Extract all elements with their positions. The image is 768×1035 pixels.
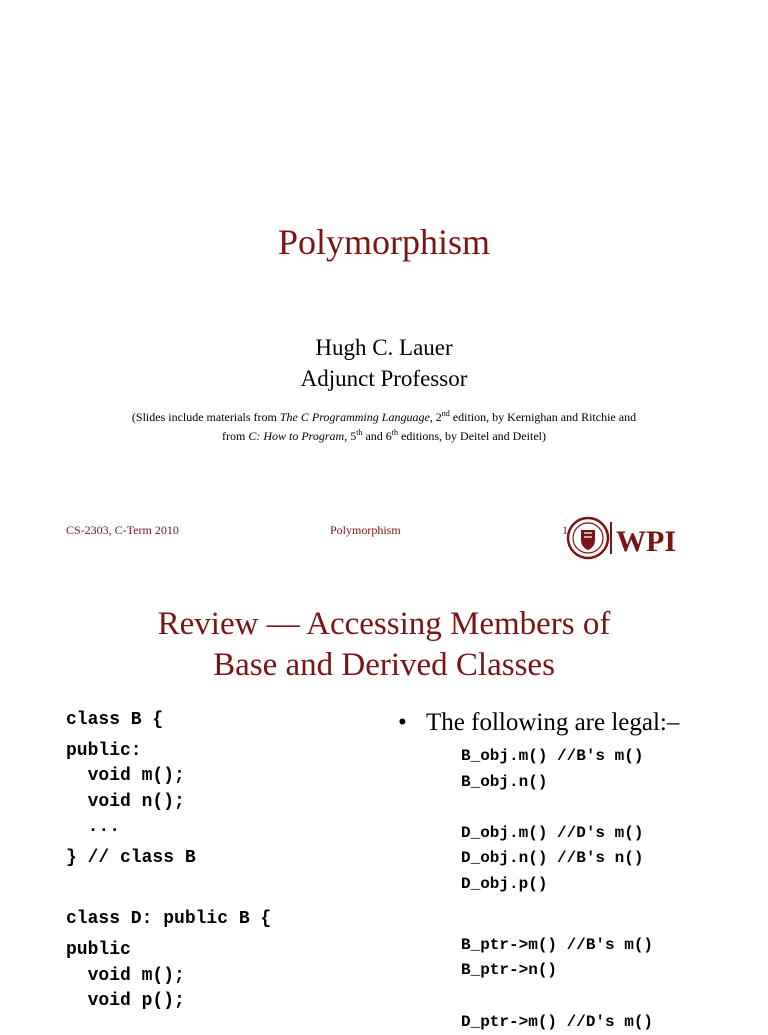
book-title-1: The C Programming Language	[279, 410, 430, 424]
code-line: void m();	[66, 966, 185, 986]
wpi-logo	[566, 516, 688, 560]
credits-line-2: from C: How to Program, 5th and 6th editions, by Deitel and Deitel)	[222, 428, 546, 443]
credits-line-1: (Slides include materials from The C Programming Language, 2nd edition, by Kernighan and Ritchie and	[131, 409, 637, 424]
slide2-title-line-1: Review — Accessing Members of	[157, 606, 611, 642]
code-line: B_ptr->m() //B′s m()	[461, 936, 654, 954]
bullet-dot-icon: •	[398, 709, 407, 736]
code-line: void p();	[66, 991, 185, 1011]
bullet-point	[398, 706, 679, 740]
author-block	[0, 332, 768, 394]
code-line: B_ptr->n()	[461, 961, 558, 979]
code-line: void m();	[66, 766, 185, 786]
logo-wordmark: WPI	[616, 525, 676, 558]
code-line: D_obj.p()	[461, 875, 548, 893]
code-line: B_obj.m() //B′s m()	[461, 747, 644, 765]
code-line: class D: public B {	[66, 909, 272, 929]
author-position: Adjunct Professor	[300, 366, 468, 391]
footer-course: CS-2303, C-Term 2010	[66, 523, 179, 537]
slide2-title	[0, 604, 768, 686]
footer-topic: Polymorphism	[330, 523, 401, 537]
code-line: ...	[66, 817, 121, 837]
code-line: public:	[66, 741, 142, 761]
code-line: class B {	[66, 710, 164, 730]
code-line: public	[66, 940, 131, 960]
book-title-2: C: How to Program	[248, 429, 345, 443]
footer-page-number: 1	[562, 523, 568, 537]
code-line: D_ptr->m() //D′s m()	[461, 1013, 654, 1031]
code-line: D_obj.m() //D′s m()	[461, 824, 644, 842]
bullet-text: The following are legal:–	[426, 709, 680, 736]
logo-divider	[610, 522, 612, 554]
code-line: B_obj.n()	[461, 773, 548, 791]
code-line: } // class B	[66, 848, 196, 868]
credits-note	[60, 408, 708, 446]
code-line: void n();	[66, 792, 185, 812]
code-line: D_obj.n() //B′s n()	[461, 849, 644, 867]
author-name: Hugh C. Lauer	[315, 335, 453, 360]
slide-title: Polymorphism	[277, 222, 491, 262]
slide2-title-line-2: Base and Derived Classes	[213, 647, 555, 683]
